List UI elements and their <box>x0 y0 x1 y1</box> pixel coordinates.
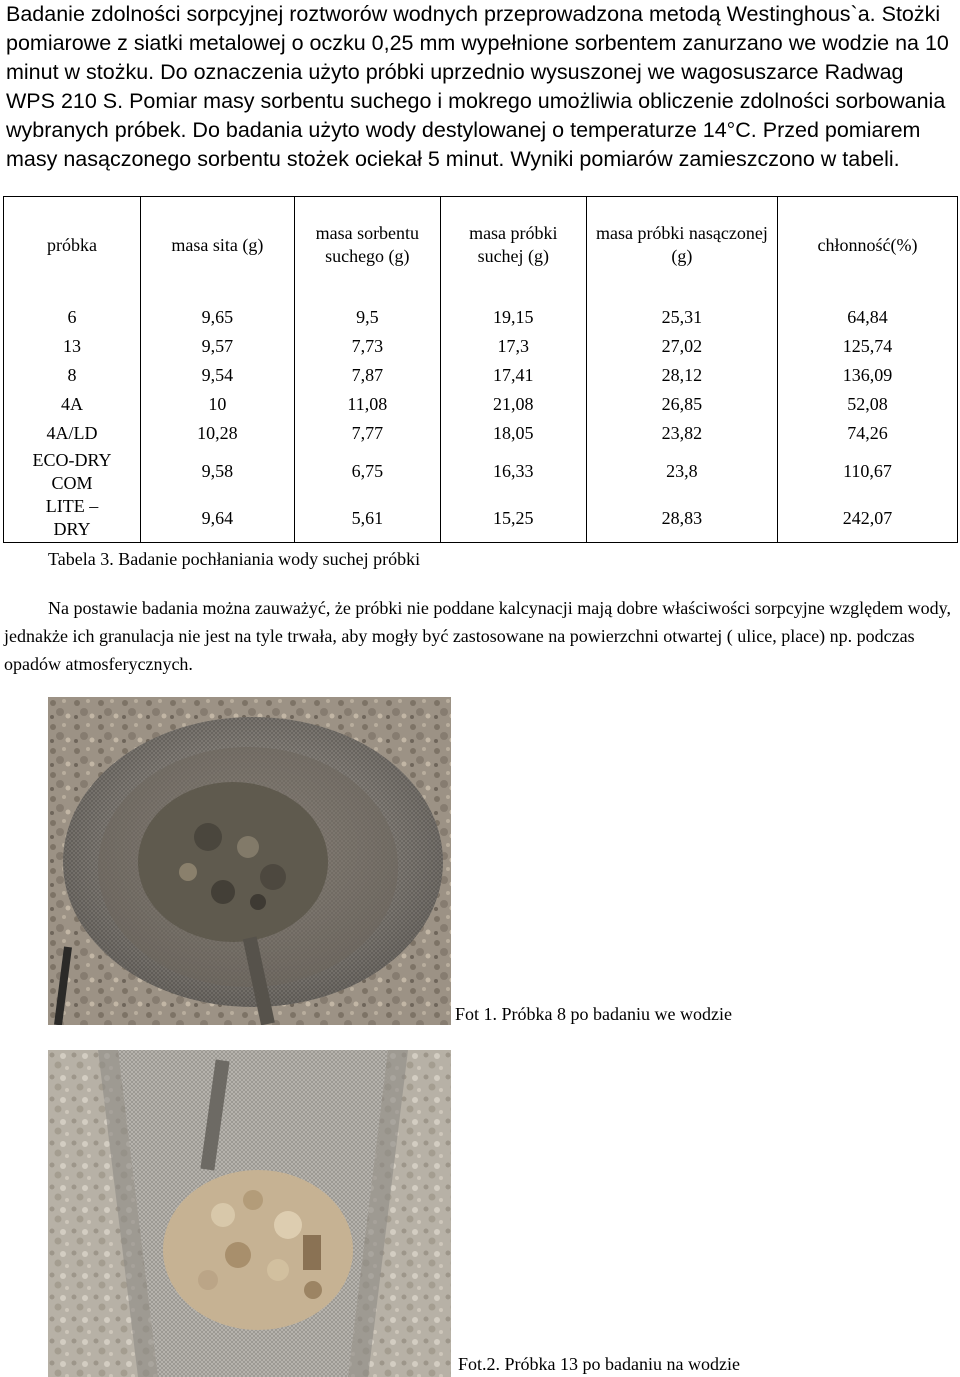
cell-sample: 4A <box>4 390 141 419</box>
cell-dry-sorbent: 11,08 <box>294 390 440 419</box>
cell-sieve: 9,58 <box>140 448 294 495</box>
cell-absorbency: 125,74 <box>778 332 958 361</box>
cell-dry-sample: 17,3 <box>440 332 586 361</box>
cell-dry-sample: 16,33 <box>440 448 586 495</box>
cell-sieve: 10,28 <box>140 419 294 448</box>
header-dry-sorbent-mass: masa sorbentu suchego (g) <box>294 197 440 294</box>
photo1-caption: Fot 1. Próbka 8 po badaniu we wodzie <box>455 1004 732 1024</box>
cell-sample: 4A/LD <box>4 419 141 448</box>
cell-dry-sample: 19,15 <box>440 303 586 332</box>
conclusion-paragraph: Na postawie badania można zauważyć, że próbki nie poddane kalcynacji mają dobre właściwości sorpcyjne względem wody, jednakże ich granulacja nie jest na tyle trwała, aby mogły być zastosowane na powierzchni otwartej ( ulice, place) np. podczas opadów atmosferycznych. <box>4 598 951 674</box>
cell-sample-line2: DRY <box>53 519 91 540</box>
cell-dry-sorbent: 5,61 <box>294 495 440 542</box>
cell-dry-sample: 17,41 <box>440 361 586 390</box>
cell-sieve: 9,57 <box>140 332 294 361</box>
cell-sample: 13 <box>4 332 141 361</box>
table-caption: Tabela 3. Badanie pochłaniania wody suchej próbki <box>48 549 421 569</box>
photo-sample-13 <box>48 1050 451 1377</box>
table-row <box>4 390 958 419</box>
cell-absorbency: 136,09 <box>778 361 958 390</box>
results-table <box>3 196 958 543</box>
table-row <box>4 495 958 542</box>
cell-sample-line2: COM <box>51 472 93 493</box>
cell-absorbency: 64,84 <box>778 303 958 332</box>
table-row <box>4 332 958 361</box>
cell-wet-sample: 23,8 <box>586 448 777 495</box>
cell-wet-sample: 23,82 <box>586 419 777 448</box>
table-row <box>4 419 958 448</box>
cell-sample-line1: ECO-DRY <box>32 449 112 470</box>
table-spacer-row <box>4 293 958 303</box>
cell-absorbency: 242,07 <box>778 495 958 542</box>
cell-dry-sample: 15,25 <box>440 495 586 542</box>
header-sample: próbka <box>4 197 141 294</box>
cell-sieve: 9,54 <box>140 361 294 390</box>
cell-dry-sample: 21,08 <box>440 390 586 419</box>
cell-wet-sample: 27,02 <box>586 332 777 361</box>
cell-dry-sorbent: 7,87 <box>294 361 440 390</box>
cell-sieve: 9,64 <box>140 495 294 542</box>
cell-sample-line1: LITE – <box>45 496 99 517</box>
cell-dry-sorbent: 7,77 <box>294 419 440 448</box>
cell-wet-sample: 25,31 <box>586 303 777 332</box>
cell-sample: 8 <box>4 361 141 390</box>
table-row <box>4 361 958 390</box>
photo-sample-8 <box>48 697 451 1025</box>
cell-sieve: 9,65 <box>140 303 294 332</box>
photo2-caption: Fot.2. Próbka 13 po badaniu na wodzie <box>458 1354 740 1374</box>
cell-absorbency: 110,67 <box>778 448 958 495</box>
cell-sieve: 10 <box>140 390 294 419</box>
header-dry-sample-mass: masa próbki suchej (g) <box>440 197 586 294</box>
cell-sample: 6 <box>4 303 141 332</box>
header-wet-sample-mass: masa próbki nasączonej (g) <box>586 197 777 294</box>
cell-dry-sorbent: 9,5 <box>294 303 440 332</box>
table-row <box>4 448 958 495</box>
table-header-row <box>4 197 958 294</box>
cell-wet-sample: 28,12 <box>586 361 777 390</box>
header-sieve-mass: masa sita (g) <box>140 197 294 294</box>
cell-absorbency: 52,08 <box>778 390 958 419</box>
cell-wet-sample: 28,83 <box>586 495 777 542</box>
cell-wet-sample: 26,85 <box>586 390 777 419</box>
cell-sample <box>4 495 141 542</box>
intro-paragraph: Badanie zdolności sorpcyjnej roztworów wodnych przeprowadzona metodą Westinghous`a. Stożki pomiarowe z siatki metalowej o oczku 0,25 mm wypełnione sorbentem zanurzano we wodzie na 10 minut w stożku. Do oznaczenia użyto próbki uprzednio wysuszonej we wagosuszarce Radwag WPS 210 S. Pomiar masy sorbentu suchego i mokrego umożliwia obliczenie zdolności sorbowania wybranych próbek. Do badania użyto wody destylowanej o temperaturze 14°C. Przed pomiarem masy nasączonego sorbentu stożek ociekał 5 minut. Wyniki pomiarów zamieszczono w tabeli. <box>6 2 949 171</box>
cell-dry-sorbent: 6,75 <box>294 448 440 495</box>
table-row <box>4 303 958 332</box>
cell-dry-sorbent: 7,73 <box>294 332 440 361</box>
cell-dry-sample: 18,05 <box>440 419 586 448</box>
cell-absorbency: 74,26 <box>778 419 958 448</box>
cell-sample <box>4 448 141 495</box>
header-absorbency: chłonność(%) <box>778 197 958 294</box>
